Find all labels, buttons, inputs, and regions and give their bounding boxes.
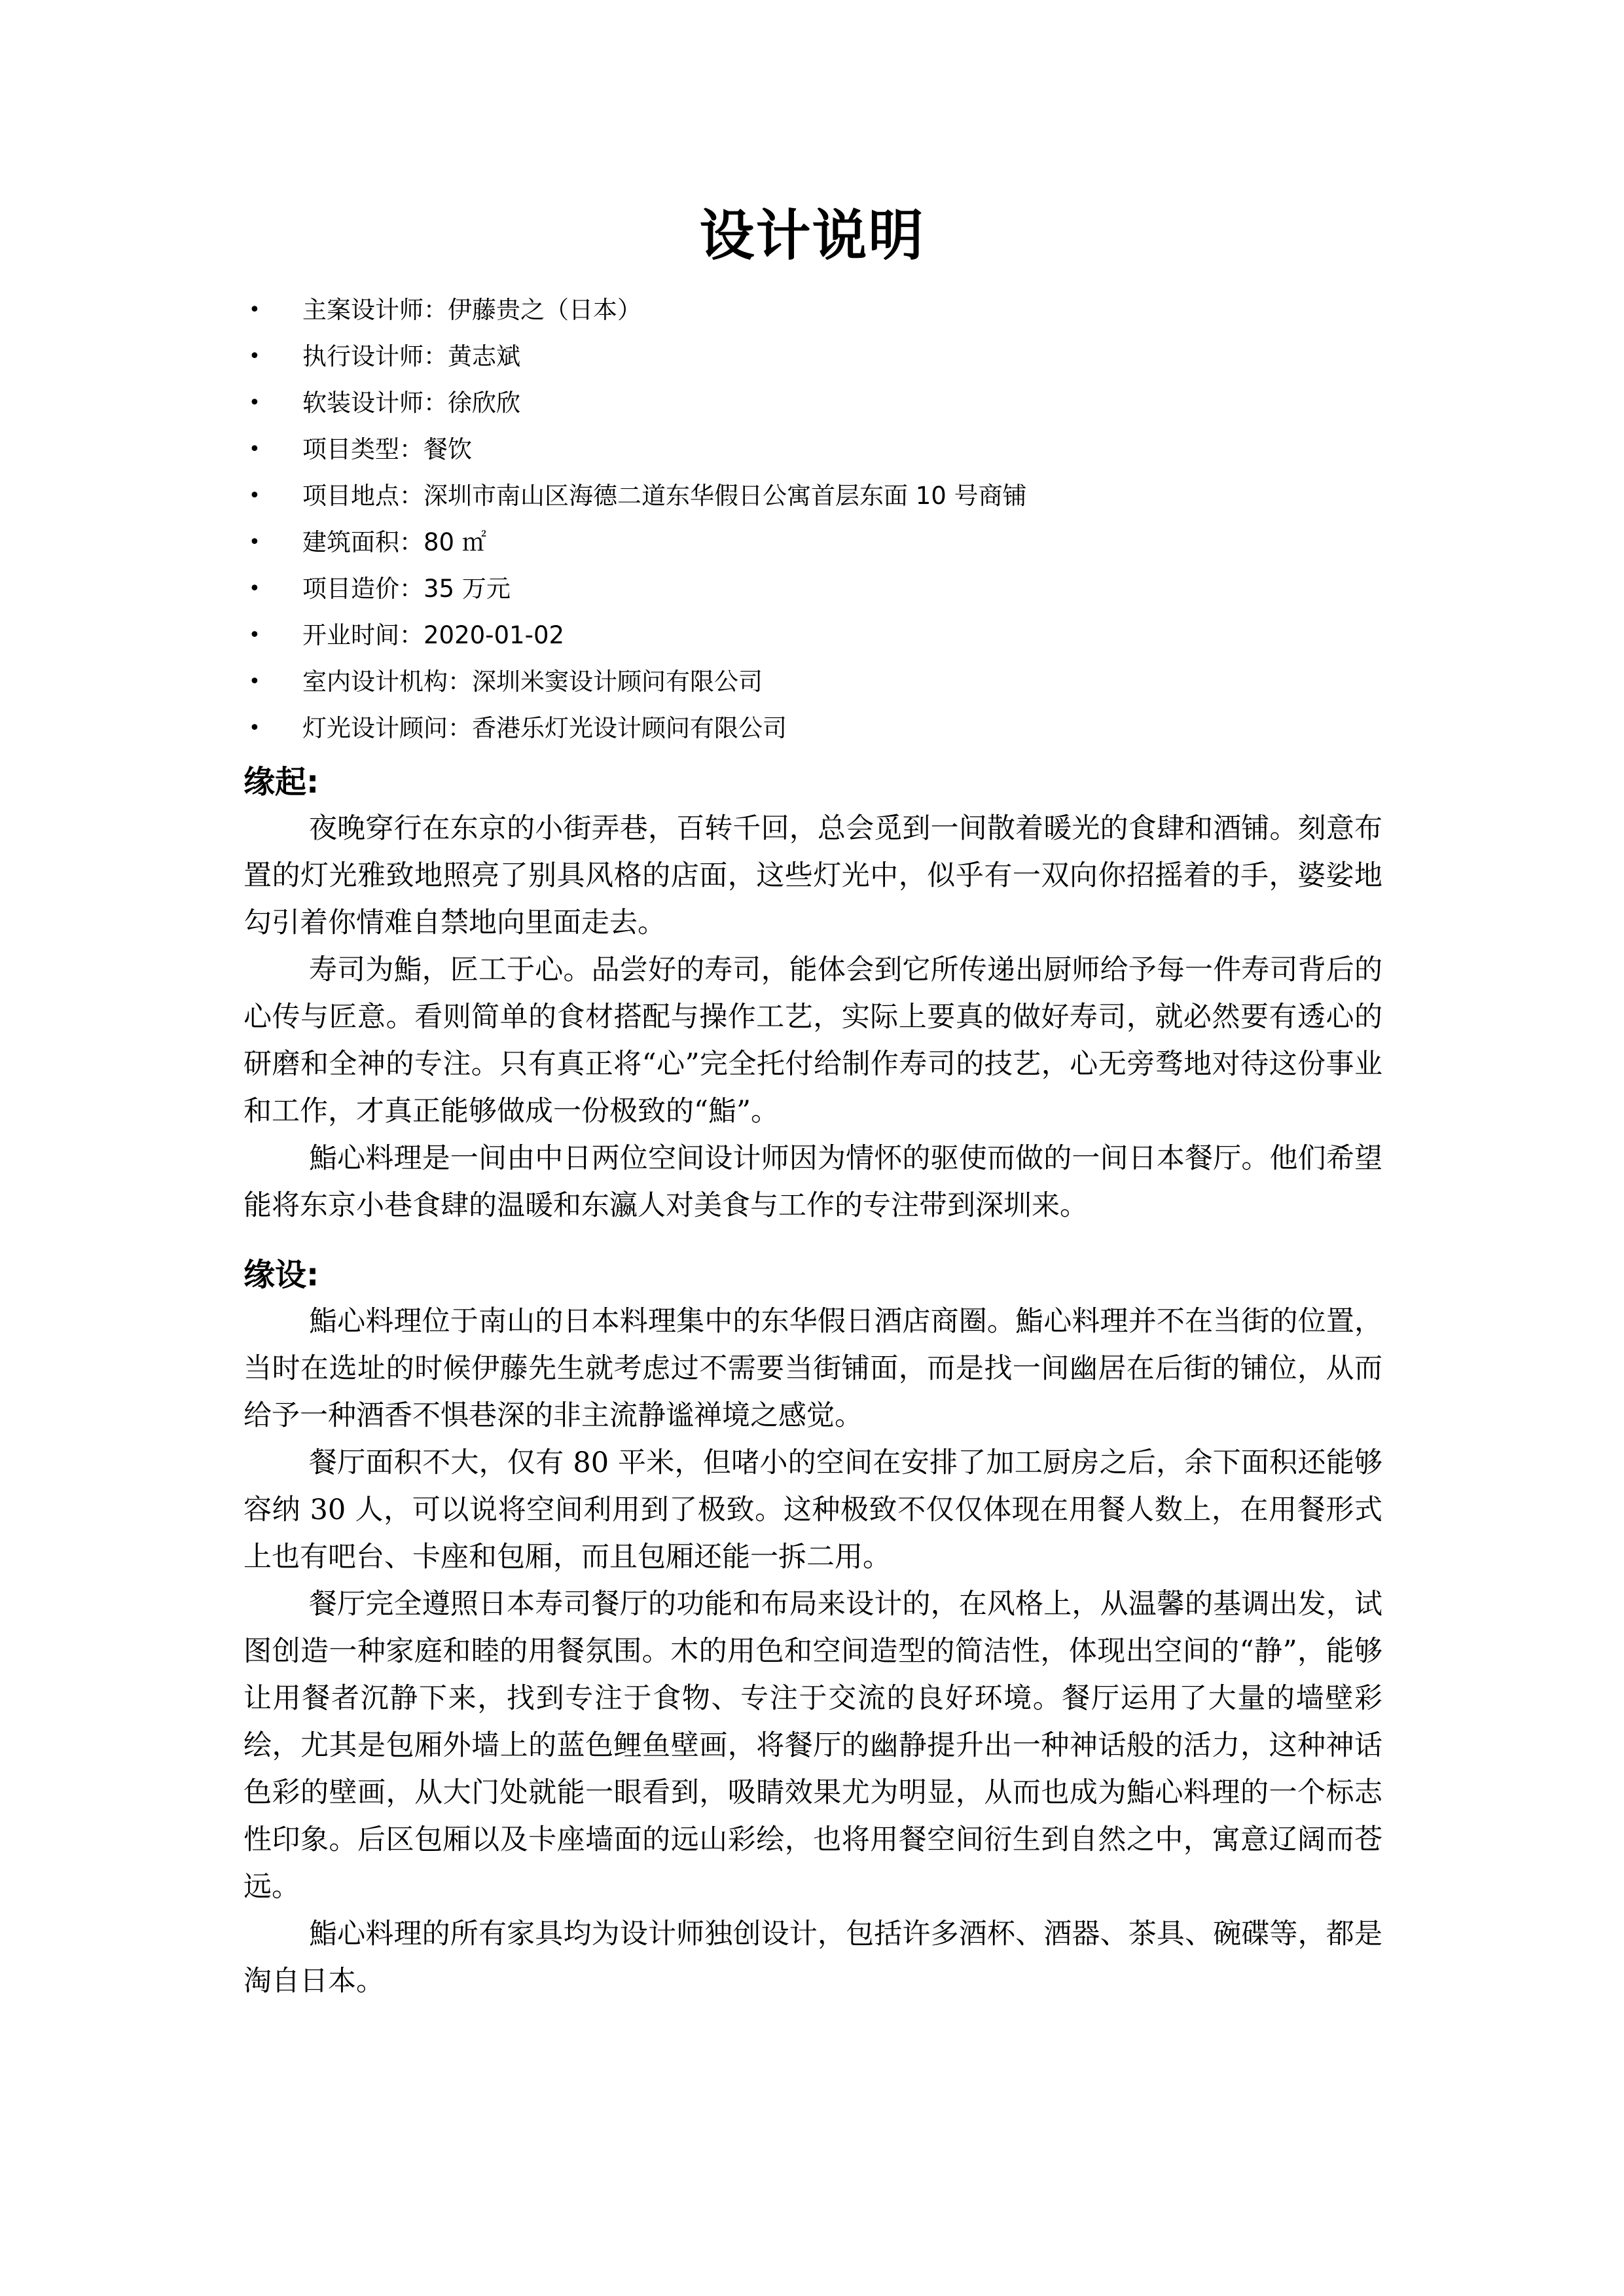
body-paragraph: 鮨心料理是一间由中日两位空间设计师因为情怀的驱使而做的一间日本餐厅。他们希望能将东京小巷食肆的温暖和东瀛人对美食与工作的专注带到深圳来。 bbox=[244, 1142, 1382, 1222]
bullet-icon: • bbox=[249, 670, 261, 693]
document-title: 设计说明 bbox=[699, 204, 925, 268]
info-item-text: 主案设计师：伊藤贵之（日本） bbox=[302, 296, 641, 324]
body-paragraph: 鮨心料理位于南山的日本料理集中的东华假日酒店商圈。鮨心料理并不在当街的位置，当时在选址的时候伊藤先生就考虑过不需要当街铺面，而是找一间幽居在后街的铺位，从而给予一种酒香不惧巷深的非主流静谧禅境之感觉。 bbox=[244, 1305, 1382, 1432]
section-origin bbox=[244, 759, 1382, 1229]
info-item-text: 项目类型：餐饮 bbox=[302, 435, 472, 463]
bullet-icon: • bbox=[249, 391, 261, 414]
info-item-opening-date bbox=[242, 612, 1420, 658]
bullet-icon: • bbox=[249, 298, 261, 321]
info-item-text: 软装设计师：徐欣欣 bbox=[302, 389, 520, 417]
info-item-interior-design-firm bbox=[242, 658, 1420, 705]
body-paragraph: 寿司为鮨，匠工于心。品尝好的寿司，能体会到它所传递出厨师给予每一件寿司背后的心传与匠意。看则简单的食材搭配与操作工艺，实际上要真的做好寿司，就必然要有透心的研磨和全神的专注。只有真正将“心”完全托付给制作寿司的技艺，心无旁骛地对待这份事业和工作，才真正能够做成一份极致的“鮨”。 bbox=[244, 954, 1382, 1128]
bullet-icon: • bbox=[249, 345, 261, 368]
info-item-project-type bbox=[242, 426, 1420, 473]
bullet-icon: • bbox=[249, 531, 261, 554]
info-item-text: 项目地点：深圳市南山区海德二道东华假日公寓首层东面 10 号商铺 bbox=[302, 482, 1027, 510]
project-info-list bbox=[242, 287, 1420, 751]
info-item-text: 室内设计机构：深圳米窦设计顾问有限公司 bbox=[302, 668, 763, 696]
bullet-icon: • bbox=[249, 438, 261, 461]
body-paragraph: 鮨心料理的所有家具均为设计师独创设计，包括许多酒杯、酒器、茶具、碗碟等，都是淘自日本。 bbox=[244, 1918, 1382, 1998]
info-item-text: 项目造价：35 万元 bbox=[302, 575, 511, 603]
section-heading: 缘设: bbox=[244, 1257, 319, 1293]
info-item-text: 执行设计师：黄志斌 bbox=[302, 342, 520, 370]
bullet-icon: • bbox=[249, 624, 261, 647]
info-item-text: 建筑面积：80 ㎡ bbox=[302, 528, 486, 556]
body-paragraph: 餐厅面积不大，仅有 80 平米，但啫小的空间在安排了加工厨房之后，余下面积还能够容纳 30 人，可以说将空间利用到了极致。这种极致不仅仅体现在用餐人数上，在用餐形式上也有吧台、卡座和包厢，而且包厢还能一拆二用。 bbox=[244, 1446, 1382, 1573]
body-paragraph: 餐厅完全遵照日本寿司餐厅的功能和布局来设计的，在风格上，从温馨的基调出发，试图创造一种家庭和睦的用餐氛围。木的用色和空间造型的简洁性，体现出空间的“静”，能够让用餐者沉静下来，找到专注于食物、专注于交流的良好环境。餐厅运用了大量的墙壁彩绘，尤其是包厢外墙上的蓝色鲤鱼壁画，将餐厅的幽静提升出一种神话般的活力，这种神话色彩的壁画，从大门处就能一眼看到，吸睛效果尤为明显，从而也成为鮨心料理的一个标志性印象。后区包厢以及卡座墙面的远山彩绘，也将用餐空间衍生到自然之中，寓意辽阔而苍远。 bbox=[244, 1588, 1382, 1903]
section-design bbox=[244, 1252, 1382, 2005]
info-item-soft-decoration-designer bbox=[242, 380, 1420, 426]
info-item-executive-designer bbox=[242, 333, 1420, 380]
info-item-text: 开业时间：2020-01-02 bbox=[302, 621, 565, 649]
bullet-icon: • bbox=[249, 484, 261, 507]
info-item-project-location bbox=[242, 473, 1420, 519]
info-item-text: 灯光设计顾问：香港乐灯光设计顾问有限公司 bbox=[302, 714, 787, 742]
body-paragraph: 夜晚穿行在东京的小街弄巷，百转千回，总会觅到一间散着暖光的食肆和酒铺。刻意布置的灯光雅致地照亮了别具风格的店面，这些灯光中，似乎有一双向你招摇着的手，婆娑地勾引着你情难自禁地向里面走去。 bbox=[244, 812, 1382, 939]
info-item-building-area bbox=[242, 519, 1420, 565]
info-item-lighting-consultant bbox=[242, 705, 1420, 751]
section-heading: 缘起: bbox=[244, 764, 319, 800]
bullet-icon: • bbox=[249, 717, 261, 740]
bullet-icon: • bbox=[249, 577, 261, 600]
info-item-project-cost bbox=[242, 565, 1420, 612]
info-item-lead-designer bbox=[242, 287, 1420, 333]
